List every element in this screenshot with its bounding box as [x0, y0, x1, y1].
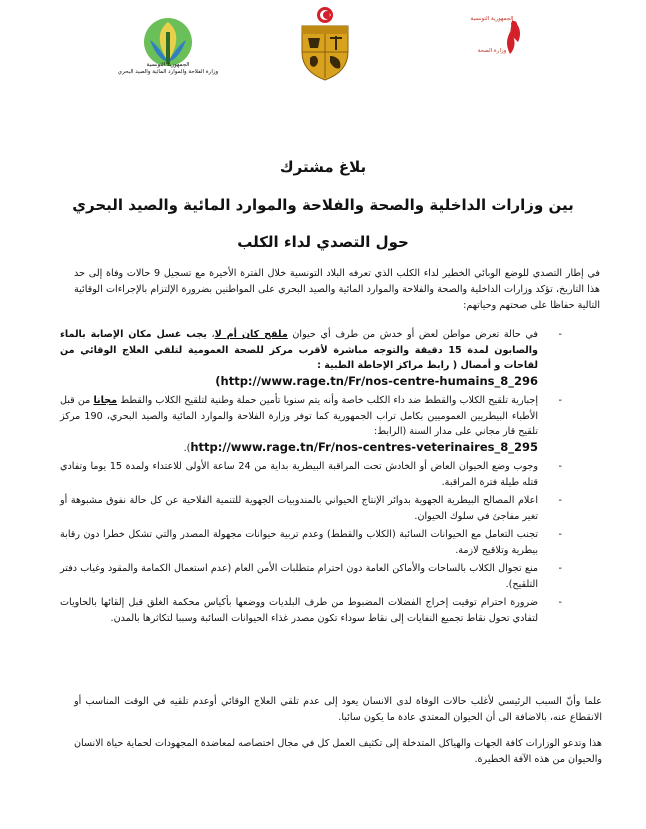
- closing-paragraph-1: علما وأنّ السبب الرئيسي لأغلب حالات الوفاة لدى الانسان يعود إلى عدم تلقي العلاج الوقائي أوعدم تلقيه في الوقت المناسب أو الانقطاع عنه، بالاضافة الى أن الحيوان المعتدي عادة ما يكون سائبا.: [74, 696, 602, 723]
- document-topic: حول التصدي لداء الكلب: [237, 233, 409, 251]
- left-logo-caption-line2: وزارة الفلاحة والموارد المائية والصيد البحري: [117, 69, 219, 76]
- document-title: بلاغ مشترك: [279, 158, 367, 176]
- b2-text-2: من قبل الأطباء البيطريين العموميين بكامل تراب الجمهورية كما توفر وزارة الفلاحة والموارد المائية والصيد البحري، 190 مركز تلقيح قار مجاني على مدار السنة (الرابط:: [60, 395, 539, 437]
- b7-text: ضرورة احترام توقيت إخراج الفضلات المضبوط من طرف البلديات ووضعها بأكياس محكمة الغلق قبل إلقائها بالحاويات لتفادي تحول نقاط تجميع النفايات إلى نقاط سوداء تكون مصدر غذاء الحيوانات السائبة وسببا لتكاثرها بالمدن.: [60, 597, 538, 624]
- bullet-dash: -: [558, 495, 562, 506]
- list-item: [60, 459, 562, 490]
- b1-text-2: ،: [206, 329, 215, 340]
- header: [0, 0, 646, 110]
- b1-text-3: ( رابط مراكز الإحاطة الطبية :: [317, 360, 461, 371]
- b1-bold: يجب غسل مكان الإصابة بالماء والصابون لمدة 15 دقيقة والتوجه مباشرة لأقرب مركز للصحة العمومية لتلقي العلاج الوقائي من لقاحات و أمصال: [60, 329, 539, 371]
- closing-paragraph-2: هذا وتدعو الوزارات كافة الجهات والهياكل المتدخلة إلى تكثيف العمل كل في مجال اختصاصه لمعاضدة المجهودات لحماية حياة الانسان والحيوان من هذه الآفة الخطيرة.: [74, 738, 602, 765]
- b1-underlined: ملقح كان أم لا: [214, 329, 288, 340]
- bullet-dash: -: [558, 563, 562, 574]
- b2-text: إجبارية تلقيح الكلاب والقطط ضد داء الكلب خاصة وأنه يتم سنويا تأمين حملة وطنية لتلقيح الكلاب والقطط: [117, 395, 538, 406]
- list-item: [60, 327, 562, 390]
- ministry-agriculture-logo: [128, 12, 208, 92]
- tunisia-coat-of-arms: [296, 6, 354, 82]
- left-logo-caption-line1: الجمهورية التونسية: [146, 62, 190, 68]
- intro-paragraph: في إطار التصدي للوضع الوبائي الخطير لداء الكلب الذي تعرفه البلاد التونسية خلال الفترة الأخيرة مع تسجيل 9 حالات وفاة إلى حد هذا التاريخ، تؤكد وزارات الداخلية والصحة والفلاحة والموارد المائية والصيد البحري على المواطنين بضرورة الإلتزام بالإجراءات الوقائية التالية حفاظا على صحتهم وحياتهم:: [74, 268, 600, 311]
- bullet-dash: -: [558, 329, 562, 340]
- list-item: [60, 493, 562, 524]
- bullet-dash: -: [558, 529, 562, 540]
- list-item: [60, 595, 562, 626]
- b2-text-3: ).: [183, 442, 191, 454]
- medical-centers-link[interactable]: (http://www.rage.tn/Fr/nos-centre-humains_8_296: [215, 373, 538, 388]
- bullet-dash: -: [558, 597, 562, 608]
- measures-list: [60, 327, 562, 629]
- document-subtitle: بين وزارات الداخلية والصحة والفلاحة والموارد المائية والصيد البحري: [72, 196, 574, 214]
- b6-text: منع تجوال الكلاب بالساحات والأماكن العامة دون احترام متطلبات الأمن العام (عدم استعمال الكمامة والمقود وغياب دفتر التلقيح).: [60, 563, 538, 590]
- right-logo-caption-line1: الجمهورية التونسية: [470, 16, 514, 22]
- list-item: [60, 527, 562, 558]
- b4-text: اعلام المصالح البيطرية الجهوية بدوائر الإنتاج الحيواني بالمندوبيات الجهوية للتنمية الفلاحية عن كل حالة نفوق مشبوهة أو تغير مفاجئ في سلوك الحيوان.: [60, 495, 538, 522]
- b5-text: تجنب التعامل مع الحيوانات السائبة (الكلاب والقطط) وعدم تربية حيوانات مجهولة المصدر والتي تشكل خطرا دون رقابة بيطرية وتلاقيح لازمة.: [60, 529, 538, 556]
- vet-centers-link[interactable]: http://www.rage.tn/Fr/nos-centres-veterinaires_8_295: [190, 439, 538, 454]
- left-logo-caption: [116, 62, 220, 76]
- b1-text: في حالة تعرض مواطن لعض أو خدش من طرف أي حيوان: [287, 329, 538, 340]
- b2-underlined: مجانا: [93, 395, 118, 406]
- list-item: [60, 561, 562, 592]
- bullet-dash: -: [558, 461, 562, 472]
- right-logo-caption-line2: وزارة الصحة: [477, 48, 507, 54]
- bullet-dash: -: [558, 395, 562, 406]
- b3-text: وجوب وضع الحيوان العاض أو الخادش تحت المراقبة البيطرية بداية من 24 ساعة الأولى للاعتداء ولمدة 15 يوما وتفادي قتله طيلة فترة المراقبة.: [60, 461, 538, 488]
- list-item: [60, 393, 562, 456]
